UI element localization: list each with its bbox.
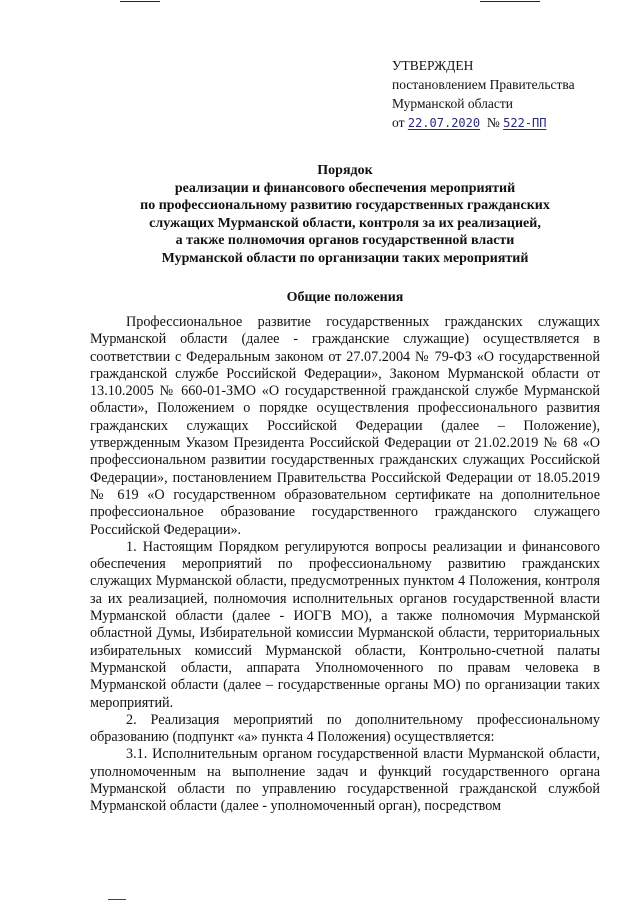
approval-date-line xyxy=(392,113,632,133)
scan-edge-line xyxy=(120,1,160,2)
date-prefix: от xyxy=(392,115,405,130)
document-body xyxy=(90,314,600,816)
scan-edge-line xyxy=(108,899,126,900)
paragraph-3-1: 3.1. Исполнительным органом государственной власти Мурманской области, уполномоченным на выполнение задач и функций государственного органа Мурманской области по управлению государственной гражданской службой Мурманской области (далее - уполномоченный орган), посредством xyxy=(90,746,600,815)
title-line: служащих Мурманской области, контроля за их реализацией, xyxy=(149,215,541,231)
title-line: реализации и финансового обеспечения мероприятий xyxy=(174,180,516,196)
paragraph-1: 1. Настоящим Порядком регулируются вопросы реализации и финансового обеспечения мероприятий по профессиональному развитию гражданских служащих Мурманской области, предусмотренных пунктом 4 Положения, контроля за их реализацией, полномочия исполнительных органов государственной власти Мурманской области (далее - ИОГВ МО), а также полномочия Мурманской областной Думы, Избирательной комиссии Мурманской области, территориальных избирательных комиссий Мурманской области, Контрольно-счетной палаты Мурманской области, аппарата Уполномоченного по правам человека в Мурманской области (далее – государственные органы МО) по организации таких мероприятий. xyxy=(90,538,600,711)
scan-edge-line xyxy=(480,1,540,2)
approval-number: 522-ПП xyxy=(503,116,547,130)
title-line: а также полномочия органов государственной власти xyxy=(175,233,515,248)
approval-date: 22.07.2020 xyxy=(407,116,481,130)
section-heading: Общие положения xyxy=(286,290,404,305)
number-prefix: № xyxy=(486,115,500,130)
approval-block xyxy=(392,56,632,133)
title-line: Порядок xyxy=(317,163,373,178)
approval-region: Мурманской области xyxy=(392,96,513,111)
paragraph-intro: Профессиональное развитие государственных гражданских служащих Мурманской области (далее - гражданские служащие) осуществляется в соответствии с Федеральным законом от 27.07.2004 № 79-ФЗ «О государственной гражданской службе Российской Федерации», Законом Мурманской области от 13.10.2005 № 660-01-ЗМО «О государственной гражданской службе Мурманской области», Положением о порядке осуществления профессионального развития гражданских служащих Российской Федерации (далее – Положение), утвержденным Указом Президента Российской Федерации от 21.02.2019 № 68 «О профессиональном развитии государственных гражданских служащих Российской Федерации», постановлением Правительства Российской Федерации от 18.05.2019 № 619 «О государственном образовательном сертификате на дополнительное профессиональное образование государственного гражданского служащего Российской Федерации». xyxy=(90,314,600,538)
paragraph-2: 2. Реализация мероприятий по дополнительному профессиональному образованию (подпункт «а» пункта 4 Положения) осуществляется: xyxy=(90,711,600,746)
approval-stamp: УТВЕРЖДЕН xyxy=(392,58,474,73)
title-line: Мурманской области по организации таких мероприятий xyxy=(161,250,529,266)
title-line: по профессиональному развитию государственных гражданских xyxy=(140,198,550,213)
document-title xyxy=(90,162,600,267)
approval-by-line: постановлением Правительства xyxy=(392,77,575,92)
